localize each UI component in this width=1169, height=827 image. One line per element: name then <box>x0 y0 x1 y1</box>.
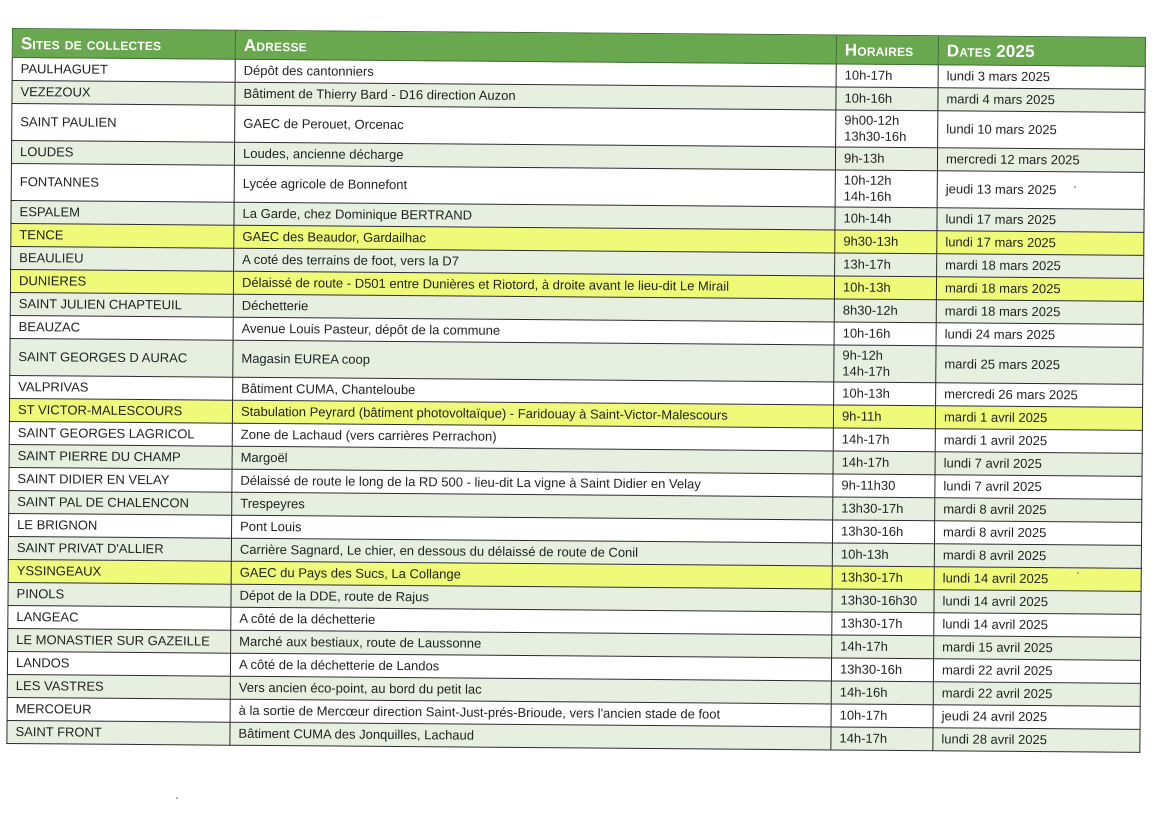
cell-date: mardi 1 avril 2025 <box>935 406 1142 431</box>
cell-site: ESPALEM <box>11 200 234 225</box>
horaire-value: 13h30-17h <box>840 569 903 586</box>
cell-date: mardi 18 mars 2025 <box>936 277 1143 302</box>
cell-site: SAINT GEORGES LAGRICOL <box>9 421 232 446</box>
cell-date: lundi 14 avril 2025 <box>934 590 1141 615</box>
cell-adresse: Margoël <box>232 446 833 474</box>
cell-site: SAINT GEORGES D AURAC <box>10 338 233 377</box>
cell-date: mercredi 12 mars 2025 <box>937 148 1144 173</box>
cell-site: TENCE <box>11 223 234 248</box>
cell-site: SAINT PAULIEN <box>12 104 235 143</box>
horaire-value: 8h30-12h <box>842 302 898 318</box>
cell-horaires <box>831 681 933 705</box>
cell-site: SAINT PRIVAT D'ALLIER <box>8 536 231 561</box>
horaire-value: 10h-16h <box>842 325 891 341</box>
scan-speck <box>176 797 178 799</box>
cell-adresse: GAEC du Pays des Sucs, La Collange <box>231 561 832 589</box>
horaire-value: 14h-16h <box>843 188 892 204</box>
collection-schedule-sheet <box>6 28 1145 753</box>
cell-site: FONTANNES <box>11 163 234 202</box>
cell-site: VALPRIVAS <box>10 375 233 400</box>
cell-date: lundi 24 mars 2025 <box>936 323 1143 348</box>
cell-adresse: Lycée agricole de Bonnefont <box>234 165 835 207</box>
cell-site: LOUDES <box>11 141 234 166</box>
cell-adresse: Marché aux bestiaux, route de Laussonne <box>231 630 832 658</box>
horaire-value: 10h-13h <box>842 385 890 401</box>
cell-date: lundi 14 avril 2025 <box>934 567 1141 592</box>
cell-site: SAINT PAL DE CHALENCON <box>9 490 232 515</box>
cell-horaires <box>832 589 934 613</box>
cell-adresse: A coté des terrains de foot, vers la D7 <box>234 248 835 276</box>
cell-site: MERCOEUR <box>7 697 230 722</box>
cell-horaires <box>833 474 935 498</box>
cell-date: lundi 28 avril 2025 <box>933 728 1140 753</box>
horaire-value: 14h-17h <box>841 454 890 470</box>
collection-schedule-table <box>6 28 1146 753</box>
cell-horaires <box>835 230 937 254</box>
horaire-value: 9h-11h <box>841 408 882 424</box>
cell-horaires <box>835 170 937 208</box>
horaire-value: 13h30-16h <box>844 128 907 145</box>
horaire-value: 13h30-16h <box>839 661 903 678</box>
column-header-site: Sites de collectes <box>12 29 235 60</box>
cell-horaires <box>834 322 936 346</box>
cell-date: lundi 7 avril 2025 <box>935 475 1142 500</box>
cell-horaires <box>832 566 934 590</box>
column-header-dates: Dates 2025 <box>938 36 1145 67</box>
cell-date: mercredi 26 mars 2025 <box>936 383 1143 408</box>
horaire-value: 13h-17h <box>843 256 891 272</box>
horaire-value: 14h-17h <box>841 431 890 447</box>
cell-date: mardi 15 avril 2025 <box>934 636 1141 661</box>
horaire-value: 13h30-16h <box>841 523 904 540</box>
cell-date: mardi 22 avril 2025 <box>933 659 1140 684</box>
cell-date: lundi 17 mars 2025 <box>937 208 1144 233</box>
horaire-value: 9h-12h <box>842 347 883 363</box>
cell-horaires <box>833 428 935 452</box>
cell-adresse: A côté de la déchetterie <box>231 607 832 635</box>
cell-site: DUNIERES <box>10 269 233 294</box>
cell-date: lundi 3 mars 2025 <box>938 65 1145 90</box>
cell-adresse: Avenue Louis Pasteur, dépôt de la commune <box>233 317 834 345</box>
cell-horaires <box>836 87 938 111</box>
horaire-value: 10h-17h <box>839 707 888 723</box>
scan-speck <box>1077 572 1079 574</box>
cell-date: mardi 4 mars 2025 <box>938 88 1145 113</box>
horaire-value: 13h30-17h <box>841 500 904 517</box>
cell-site: SAINT JULIEN CHAPTEUIL <box>10 292 233 317</box>
cell-site: VEZEZOUX <box>12 81 235 106</box>
cell-site: SAINT DIDIER EN VELAY <box>9 467 232 492</box>
cell-horaires <box>832 543 934 567</box>
cell-adresse: Carrière Sagnard, Le chier, en dessous du délaissé de route de Conil <box>231 538 832 566</box>
cell-date: mardi 8 avril 2025 <box>935 498 1142 523</box>
cell-adresse: Dépôt des cantonniers <box>235 59 836 87</box>
horaire-value: 10h-13h <box>842 279 891 295</box>
horaire-value: 9h00-12h <box>844 112 900 128</box>
cell-adresse: Pont Louis <box>231 515 832 543</box>
horaire-value: 10h-13h <box>840 546 889 562</box>
horaire-value: 14h-17h <box>842 363 891 379</box>
cell-horaires <box>833 497 935 521</box>
cell-horaires <box>833 451 935 475</box>
horaire-value: 13h30-16h30 <box>840 592 918 609</box>
cell-adresse: GAEC de Perouet, Orcenac <box>235 105 836 147</box>
cell-date: mardi 18 mars 2025 <box>937 254 1144 279</box>
cell-date: jeudi 24 avril 2025 <box>933 705 1140 730</box>
column-header-horaires: Horaires <box>836 35 938 65</box>
horaire-value: 14h-17h <box>839 730 888 746</box>
cell-adresse: Dépot de la DDE, route de Rajus <box>231 584 832 612</box>
cell-adresse: Bâtiment CUMA des Jonquilles, Lachaud <box>230 722 831 750</box>
cell-date: mardi 8 avril 2025 <box>934 544 1141 569</box>
cell-adresse: à la sortie de Mercœur direction Saint-Just-prés-Brioude, vers l'ancien stade de foot <box>230 699 831 727</box>
horaire-value: 13h30-17h <box>840 615 903 632</box>
cell-site: BEAULIEU <box>11 246 234 271</box>
cell-horaires <box>832 520 934 544</box>
cell-adresse: Stabulation Peyrard (bâtiment photovoltaïque) - Faridouay à Saint-Victor-Malescours <box>232 400 833 428</box>
horaire-value: 10h-16h <box>844 90 893 106</box>
cell-adresse: Magasin EUREA coop <box>233 340 834 382</box>
cell-adresse: Vers ancien éco-point, au bord du petit lac <box>230 676 831 704</box>
cell-adresse: Loudes, ancienne décharge <box>234 142 835 170</box>
horaire-value: 9h30-13h <box>843 233 899 249</box>
horaire-value: 10h-12h <box>843 172 892 188</box>
cell-site: YSSINGEAUX <box>8 559 231 584</box>
cell-horaires <box>831 658 933 682</box>
cell-horaires <box>831 727 933 751</box>
cell-horaires <box>831 704 933 728</box>
cell-site: SAINT PIERRE DU CHAMP <box>9 444 232 469</box>
cell-date: mardi 18 mars 2025 <box>936 300 1143 325</box>
horaire-value: 14h-16h <box>839 684 888 700</box>
cell-site: LANGEAC <box>8 605 231 630</box>
cell-horaires <box>834 276 936 300</box>
horaire-value: 10h-17h <box>844 67 893 83</box>
cell-horaires <box>835 253 937 277</box>
cell-horaires <box>834 345 936 383</box>
cell-date: jeudi 13 mars 2025 <box>937 171 1144 210</box>
scan-speck <box>1074 186 1076 188</box>
cell-site: LE MONASTIER SUR GAZEILLE <box>8 628 231 653</box>
cell-site: LANDOS <box>7 651 230 676</box>
cell-horaires <box>832 612 934 636</box>
cell-adresse: Délaissé de route - D501 entre Dunières et Riotord, à droite avant le lieu-dit Le Mirail <box>233 271 834 299</box>
cell-site: SAINT FRONT <box>7 720 230 745</box>
cell-site: LES VASTRES <box>7 674 230 699</box>
horaire-value: 9h-13h <box>843 150 885 166</box>
cell-adresse: La Garde, chez Dominique BERTRAND <box>234 202 835 230</box>
cell-adresse: Délaissé de route le long de la RD 500 - lieu-dit La vigne à Saint Didier en Velay <box>232 469 833 497</box>
cell-date: mardi 22 avril 2025 <box>933 682 1140 707</box>
cell-horaires <box>835 147 937 171</box>
cell-horaires <box>834 382 936 406</box>
cell-horaires <box>834 299 936 323</box>
cell-site: PINOLS <box>8 582 231 607</box>
cell-site: PAULHAGUET <box>12 58 235 83</box>
table-body <box>7 58 1145 753</box>
cell-site: ST VICTOR-MALESCOURS <box>9 398 232 423</box>
cell-horaires <box>836 64 938 88</box>
cell-date: mardi 25 mars 2025 <box>936 346 1143 385</box>
cell-adresse: Bâtiment CUMA, Chanteloube <box>233 377 834 405</box>
cell-adresse: Zone de Lachaud (vers carrières Perrachon) <box>232 423 833 451</box>
cell-horaires <box>833 405 935 429</box>
cell-date: lundi 14 avril 2025 <box>934 613 1141 638</box>
cell-date: lundi 10 mars 2025 <box>938 111 1145 150</box>
horaire-value: 14h-17h <box>840 638 888 654</box>
cell-horaires <box>835 207 937 231</box>
cell-date: lundi 7 avril 2025 <box>935 452 1142 477</box>
cell-site: BEAUZAC <box>10 315 233 340</box>
cell-adresse: Déchetterie <box>233 294 834 322</box>
cell-adresse: Trespeyres <box>232 492 833 520</box>
cell-adresse: A côté de la déchetterie de Landos <box>230 653 831 681</box>
cell-date: mardi 1 avril 2025 <box>935 429 1142 454</box>
cell-horaires <box>832 635 934 659</box>
cell-site: LE BRIGNON <box>9 513 232 538</box>
cell-horaires <box>836 110 938 148</box>
cell-date: lundi 17 mars 2025 <box>937 231 1144 256</box>
column-header-adresse: Adresse <box>235 30 836 64</box>
horaire-value: 10h-14h <box>843 210 892 226</box>
cell-adresse: GAEC des Beaudor, Gardailhac <box>234 225 835 253</box>
horaire-value: 9h-11h30 <box>841 477 896 493</box>
cell-adresse: Bâtiment de Thierry Bard - D16 direction Auzon <box>235 82 836 110</box>
cell-date: mardi 8 avril 2025 <box>934 521 1141 546</box>
